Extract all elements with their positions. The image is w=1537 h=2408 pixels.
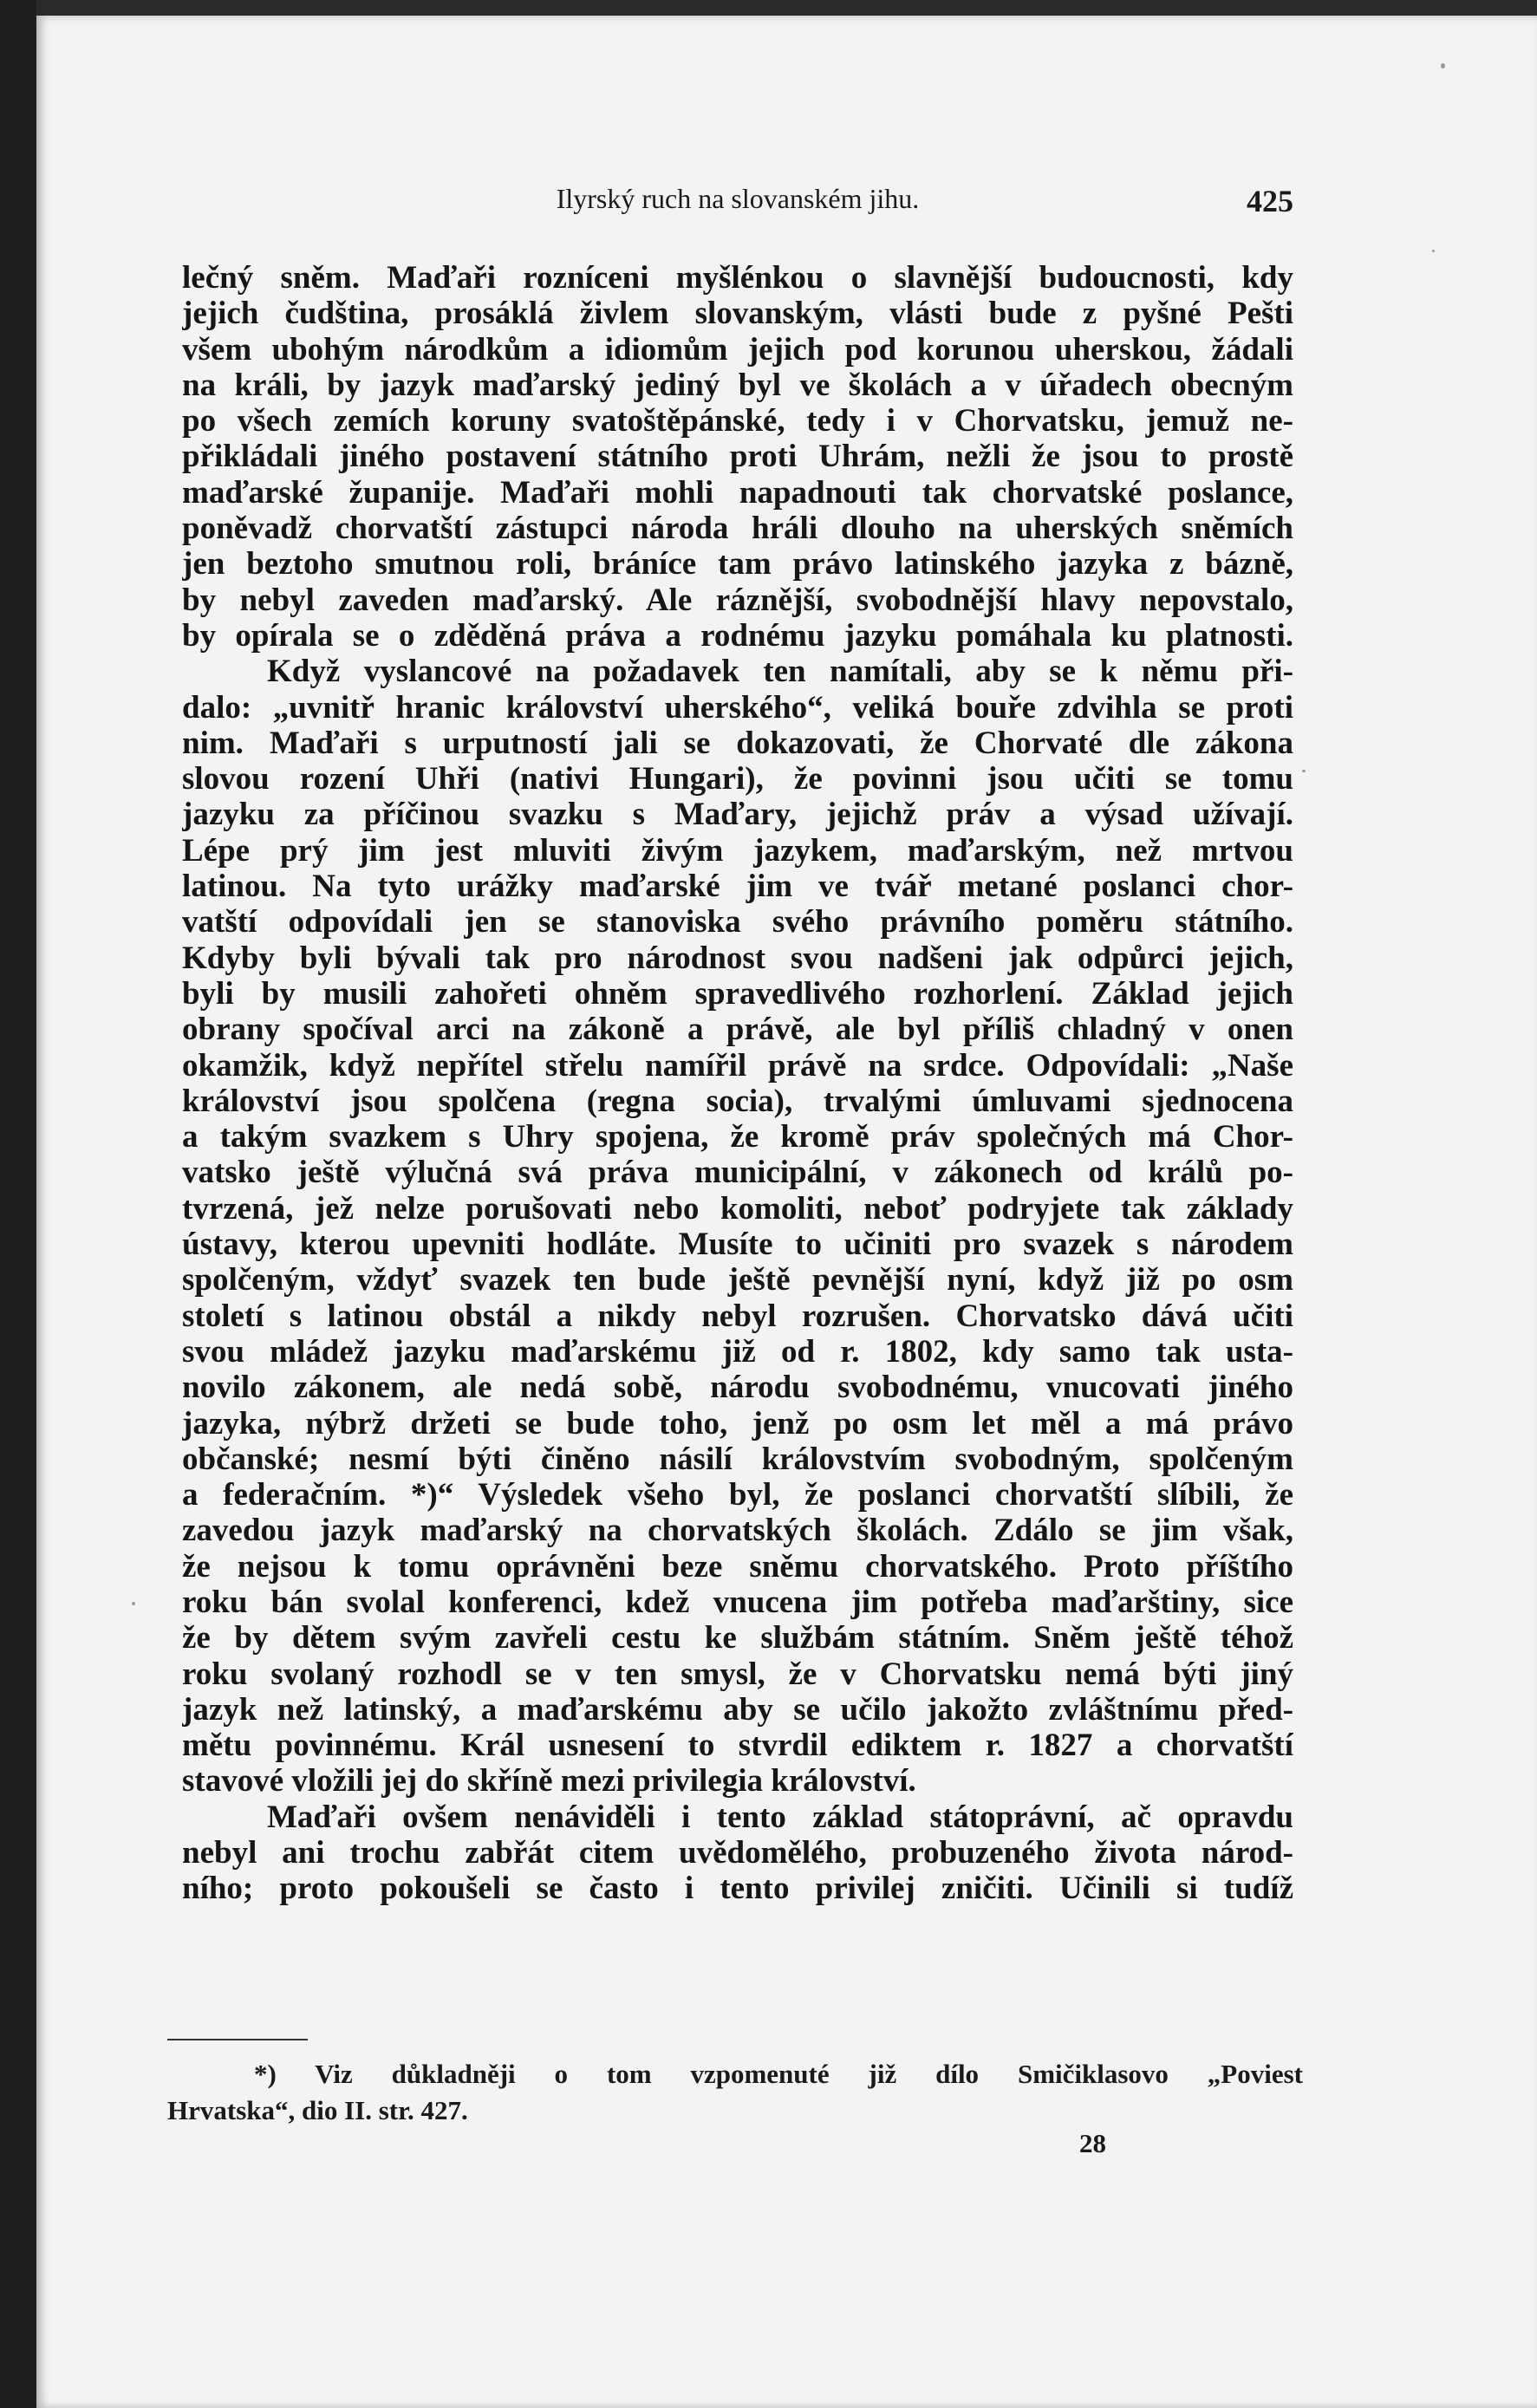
scan-speck [132,1602,135,1605]
text-line: že by dětem svým zavřeli cestu ke službám státním. Sněm ještě téhož [182,1620,1293,1656]
text-line: nebyl ani trochu zabřát citem uvědomělého, probuzeného života národ- [182,1835,1293,1871]
text-line: Kdyby byli bývali tak pro národnost svou nadšeni jak odpůrci jejich, [182,940,1293,976]
footnote-divider [167,2039,308,2040]
text-line: jazyku za příčinou svazku s Maďary, jejichž práv a výsad užívají. [182,797,1293,833]
footnote-line: *) Viz důkladněji o tom vzpomenuté již dílo Smičiklasovo „Poviest [254,2059,1303,2089]
text-line: lečný sněm. Maďaři rozníceni myšlénkou o slavnější budoucnosti, kdy [182,260,1293,296]
scan-speck [1441,63,1445,68]
text-line: a federačním. *)“ Výsledek všeho byl, že poslanci chorvatští slíbili, že [182,1477,1293,1513]
text-line: jazyka, nýbrž držeti se bude toho, jenž po osm let měl a má právo [182,1405,1293,1442]
text-line: slovou rození Uhři (nativi Hungari), že povinni jsou učiti se tomu [182,761,1293,797]
text-line: novilo zákonem, ale nedá sobě, národu svobodnému, vnucovati jiného [182,1370,1293,1406]
text-line: že nejsou k tomu oprávněni beze sněmu chorvatského. Proto příštího [182,1548,1293,1585]
text-line: nim. Maďaři s urputností jali se dokazovati, že Chorvaté dle zákona [182,725,1293,761]
text-line: byli by musili zahořeti ohněm spravedlivého rozhorlení. Základ jejich [182,975,1293,1012]
scan-speck [1302,770,1306,772]
text-line: by nebyl zaveden maďarský. Ale ráznější, svobodnější hlavy nepovstalo, [182,582,1293,618]
text-line: přikládali jiného postavení státního proti Uhrám, nežli že jsou to prostě [182,439,1293,475]
text-line: občanské; nesmí býti činěno násilí královstvím svobodným, spolčeným [182,1441,1293,1477]
text-line: roku svolaný rozhodl se v ten smysl, že v Chorvatsku nemá býti jiný [182,1656,1293,1692]
text-line: mětu povinnému. Král usnesení to stvrdil ediktem r. 1827 a chorvatští [182,1728,1293,1764]
text-line: zavedou jazyk maďarský na chorvatských školách. Zdálo se jim však, [182,1513,1293,1549]
text-line: Když vyslancové na požadavek ten namítali, aby se k němu při- [267,654,1293,690]
text-line: stavové vložili jej do skříně mezi privilegia království. [182,1763,916,1799]
text-line: ního; proto pokoušeli se často i tento privilej zničiti. Učinili si tudíž [182,1871,1293,1907]
running-title: Ilyrský ruch na slovanském jihu. [556,183,920,214]
text-line: století s latinou obstál a nikdy nebyl rozrušen. Chorvatsko dává učiti [182,1298,1293,1334]
text-line: ústavy, kterou upevniti hodláte. Musíte to učiniti pro svazek s národem [182,1227,1293,1263]
scan-top-border [36,0,1537,16]
text-line: poněvadž chorvatští zástupci národa hráli dlouho na uherských sněmích [182,511,1293,547]
page-number: 425 [1247,184,1293,218]
signature-mark: 28 [1079,2128,1106,2158]
text-line: jazyk než latinský, a maďarskému aby se učilo jakožto zvláštnímu před- [182,1691,1293,1728]
text-line: tvrzená, jež nelze porušovati nebo komoliti, neboť podryjete tak základy [182,1190,1293,1227]
running-header [182,178,1293,221]
footnote [167,2056,1303,2129]
text-line: jejich čudština, prosáklá živlem slovanským, vlásti bude z pyšné Pešti [182,296,1293,332]
text-line: vatsko ještě výlučná svá práva municipální, v zákonech od králů po- [182,1155,1293,1191]
text-line: okamžik, když nepřítel střelu namířil právě na srdce. Odpovídali: „Naše [182,1047,1293,1084]
text-line: svou mládež jazyku maďarskému již od r. 1802, kdy samo tak usta- [182,1333,1293,1370]
text-line: vatští odpovídali jen se stanoviska svého právního poměru státního. [182,904,1293,940]
footnote-line: Hrvatska“, dio II. str. 427. [167,2095,468,2125]
text-line: spolčeným, vždyť svazek ten bude ještě pevnější nyní, když již po osm [182,1262,1293,1298]
text-line: všem ubohým národkům a idiomům jejich pod korunou uherskou, žádali [182,331,1293,368]
text-line: Maďaři ovšem nenáviděli i tento základ státoprávní, ač opravdu [267,1799,1293,1835]
text-line: na králi, by jazyk maďarský jediný byl ve školách a v úřadech obecným [182,367,1293,403]
text-line: a takým svazkem s Uhry spojena, že kromě práv společných má Chor- [182,1119,1293,1155]
text-line: by opírala se o zděděná práva a rodnému jazyku pomáhala ku platnosti. [182,617,1293,654]
text-line: po všech zemích koruny svatoštěpánské, tedy i v Chorvatsku, jemuž ne- [182,403,1293,439]
text-line: roku bán svolal konferenci, kdež vnucena jim potřeba maďarštiny, sice [182,1584,1293,1620]
text-line: latinou. Na tyto urážky maďarské jim ve tvář metané poslanci chor- [182,869,1293,905]
scan-speck [1432,250,1435,252]
text-line: obrany spočíval arci na zákoně a právě, ale byl příliš chladný v onen [182,1012,1293,1048]
body-text [182,260,1293,1907]
text-line: jen beztoho smutnou roli, bráníce tam právo latinského jazyka z bázně, [182,546,1293,582]
text-line: království jsou spolčena (regna socia), trvalými úmluvami sjednocena [182,1083,1293,1119]
text-line: dalo: „uvnitř hranic království uherského“, veliká bouře zdvihla se proti [182,689,1293,726]
text-line: Lépe prý jim jest mluviti živým jazykem, maďarským, než mrtvou [182,832,1293,869]
text-line: maďarské županije. Maďaři mohli napadnouti tak chorvatské poslance, [182,474,1293,511]
